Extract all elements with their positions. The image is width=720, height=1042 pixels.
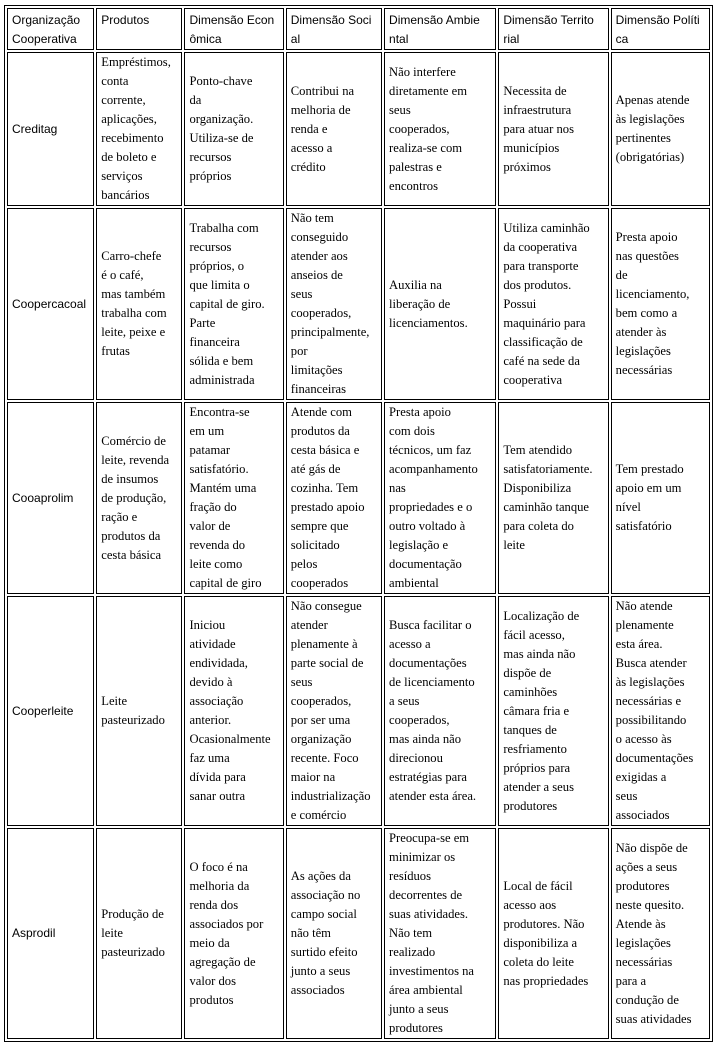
org-cell: Cooaprolim <box>7 402 94 594</box>
politica-cell: Não dispõe de ações a seus produtores neste quesito. Atende às legislações necessárias para a condução de suas atividades <box>611 828 710 1039</box>
ambiental-cell: Busca facilitar o acesso a documentações de licenciamento a seus cooperados, mas ainda não direcionou estratégias para atender esta área. <box>384 596 496 826</box>
table-row-creditag <box>7 52 710 206</box>
social-cell: Não consegue atender plenamente à parte social de seus cooperados, por ser uma organização recente. Foco maior na industrialização e comércio <box>286 596 382 826</box>
economica-cell: O foco é na melhoria da renda dos associados por meio da agregação de valor dos produtos <box>184 828 283 1039</box>
social-cell: Não tem conseguido atender aos anseios de seus cooperados, principalmente, por limitações financeiras <box>286 208 382 400</box>
economica-cell: Trabalha com recursos próprios, o que limita o capital de giro. Parte financeira sólida e bem administrada <box>184 208 283 400</box>
produtos-cell: Produção de leite pasteurizado <box>96 828 182 1039</box>
ambiental-cell: Presta apoio com dois técnicos, um faz acompanhamento nas propriedades e o outro voltado à legislação e documentação ambiental <box>384 402 496 594</box>
economica-cell: Encontra-se em um patamar satisfatório. Mantém uma fração do valor de revenda do leite como capital de giro <box>184 402 283 594</box>
social-cell: Contribui na melhoria de renda e acesso a crédito <box>286 52 382 206</box>
produtos-cell: Empréstimos, conta corrente, aplicações, recebimento de boleto e serviços bancários <box>96 52 182 206</box>
header-cell-politica: Dimensão Políti ca <box>611 8 710 50</box>
table-row-coopercacoal <box>7 208 710 400</box>
header-cell-economica: Dimensão Econ ômica <box>184 8 283 50</box>
header-cell-social: Dimensão Soci al <box>286 8 382 50</box>
table-row-asprodil <box>7 828 710 1039</box>
header-row <box>7 8 710 50</box>
territorial-cell: Necessita de infraestrutura para atuar nos municípios próximos <box>498 52 608 206</box>
social-cell: As ações da associação no campo social não têm surtido efeito junto a seus associados <box>286 828 382 1039</box>
territorial-cell: Tem atendido satisfatoriamente. Disponibiliza caminhão tanque para coleta do leite <box>498 402 608 594</box>
ambiental-cell: Auxilia na liberação de licenciamentos. <box>384 208 496 400</box>
table-row-cooperleite <box>7 596 710 826</box>
territorial-cell: Localização de fácil acesso, mas ainda não dispõe de caminhões câmara fria e tanques de resfriamento próprios para atender a seus produtores <box>498 596 608 826</box>
produtos-cell: Comércio de leite, revenda de insumos de produção, ração e produtos da cesta básica <box>96 402 182 594</box>
politica-cell: Presta apoio nas questões de licenciamento, bem como a atender às legislações necessárias <box>611 208 710 400</box>
social-cell: Atende com produtos da cesta básica e até gás de cozinha. Tem prestado apoio sempre que solicitado pelos cooperados <box>286 402 382 594</box>
produtos-cell: Carro-chefe é o café, mas também trabalha com leite, peixe e frutas <box>96 208 182 400</box>
territorial-cell: Utiliza caminhão da cooperativa para transporte dos produtos. Possui maquinário para classificação de café na sede da cooperativa <box>498 208 608 400</box>
politica-cell: Não atende plenamente esta área. Busca atender às legislações necessárias e possibilitando o acesso às documentações exigidas a seus associados <box>611 596 710 826</box>
org-cell: Coopercacoal <box>7 208 94 400</box>
org-cell: Asprodil <box>7 828 94 1039</box>
table-row-cooaprolim <box>7 402 710 594</box>
header-cell-produtos: Produtos <box>96 8 182 50</box>
org-cell: Creditag <box>7 52 94 206</box>
ambiental-cell: Não interfere diretamente em seus cooperados, realiza-se com palestras e encontros <box>384 52 496 206</box>
territorial-cell: Local de fácil acesso aos produtores. Não disponibiliza a coleta do leite nas propriedades <box>498 828 608 1039</box>
header-cell-territorial: Dimensão Territo rial <box>498 8 608 50</box>
dimensions-table <box>4 5 713 1042</box>
header-cell-ambiental: Dimensão Ambie ntal <box>384 8 496 50</box>
politica-cell: Apenas atende às legislações pertinentes (obrigatórias) <box>611 52 710 206</box>
ambiental-cell: Preocupa-se em minimizar os resíduos decorrentes de suas atividades. Não tem realizado investimentos na área ambiental junto a seus produtores <box>384 828 496 1039</box>
header-cell-org: Organização Cooperativa <box>7 8 94 50</box>
economica-cell: Ponto-chave da organização. Utiliza-se de recursos próprios <box>184 52 283 206</box>
politica-cell: Tem prestado apoio em um nível satisfatório <box>611 402 710 594</box>
produtos-cell: Leite pasteurizado <box>96 596 182 826</box>
economica-cell: Iniciou atividade endividada, devido à associação anterior. Ocasionalmente faz uma dívida para sanar outra <box>184 596 283 826</box>
org-cell: Cooperleite <box>7 596 94 826</box>
